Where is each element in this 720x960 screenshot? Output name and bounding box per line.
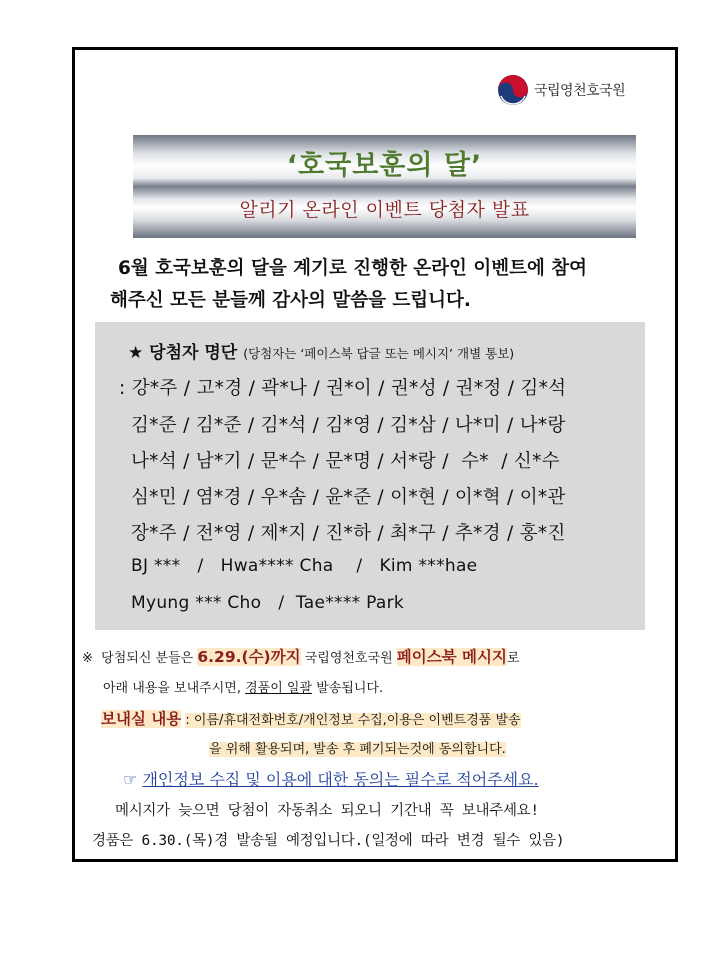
winners-line: 심*민 / 염*경 / 우*솜 / 윤*준 / 이*현 / 이*혁 / 이*관 <box>131 487 566 508</box>
winners-line: BJ *** / Hwa**** Cha / Kim ***hae <box>131 556 478 576</box>
notice-underlined: 경품이 일괄 <box>245 681 313 696</box>
winners-line: 나*석 / 남*기 / 문*수 / 문*명 / 서*랑 / 수* / 신*수 <box>131 451 560 472</box>
notice-text: 아래 내용을 보내주시면, <box>103 681 241 696</box>
winners-line: Myung *** Cho / Tae**** Park <box>131 593 405 613</box>
consent-notice <box>123 767 539 790</box>
deadline-highlight: 6.29.(수)까지 <box>197 648 301 666</box>
notice-mark: ※ <box>82 651 93 666</box>
shipping-notice: 경품은 6.30.(목)경 발송될 예정입니다.(일정에 따라 변경 될수 있음) <box>92 833 565 849</box>
winners-heading <box>128 338 514 363</box>
late-notice: 메시지가 늦으면 당첨이 자동취소 되오니 기간내 꼭 보내주세요! <box>115 803 539 819</box>
logo-text: 국립영천호국원 <box>534 83 626 99</box>
winners-line: : 강*주 / 고*경 / 곽*나 / 권*이 / 권*성 / 권*정 / 김*석 <box>119 378 567 399</box>
intro-line: 6월 호국보훈의 달을 계기로 진행한 온라인 이벤트에 참여 <box>118 258 587 279</box>
winners-line: 장*주 / 전*영 / 제*지 / 진*하 / 최*구 / 추*경 / 홍*진 <box>131 523 566 544</box>
send-content-line <box>101 707 521 729</box>
taegeuk-icon <box>497 74 529 106</box>
consent-text: 개인정보 수집 및 이용에 대한 동의는 필수로 적어주세요. <box>142 770 539 789</box>
winners-heading-note: (당첨자는 ‘페이스북 답글 또는 메시지’ 개별 통보) <box>243 346 515 361</box>
winners-heading-label: ★ 당첨자 명단 <box>128 343 238 363</box>
channel-highlight: 페이스북 메시지 <box>396 648 507 666</box>
notice-text: 국립영천호국원 <box>304 651 393 666</box>
logo <box>497 74 625 106</box>
notice-line-2 <box>103 677 383 696</box>
send-content-text: 을 위해 활용되며, 발송 후 폐기되는것에 동의합니다. <box>209 742 506 757</box>
intro-text <box>110 253 587 317</box>
notice-text: 발송됩니다. <box>316 681 384 696</box>
send-content-label: 보내실 내용 <box>101 710 182 728</box>
notice-text: 로 <box>506 651 520 666</box>
pointing-hand-icon: ☞ <box>123 770 138 789</box>
winners-panel <box>95 322 645 630</box>
page-title: ‘호국보훈의 달’ <box>286 150 483 181</box>
notice-text: 당첨되신 분들은 <box>101 651 194 666</box>
winners-line: 김*준 / 김*준 / 김*석 / 김*영 / 김*삼 / 나*미 / 나*랑 <box>131 415 566 436</box>
send-content-text: : 이름/휴대전화번호/개인정보 수집,이용은 이벤트경품 발송 <box>185 713 521 728</box>
intro-line: 해주신 모든 분들께 감사의 말씀을 드립니다. <box>110 290 471 311</box>
send-content-line-2 <box>209 738 506 757</box>
page-subtitle: 알리기 온라인 이벤트 당첨자 발표 <box>239 199 530 221</box>
notice-line-1 <box>82 645 520 667</box>
